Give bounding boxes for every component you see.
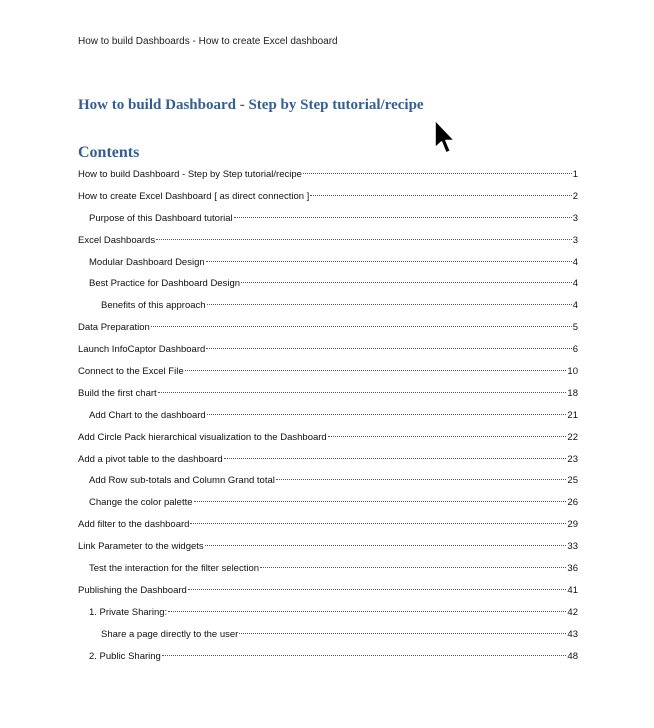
toc-dot-leader [156,239,572,240]
toc-entry[interactable] [78,363,578,385]
toc-entry-page-number: 41 [567,584,578,596]
toc-dot-leader [234,217,572,218]
toc-entry-title: Connect to the Excel File [78,366,184,378]
toc-entry-title: Change the color palette [89,497,193,509]
toc-entry[interactable] [78,297,578,319]
toc-dot-leader [151,326,572,327]
toc-entry[interactable] [78,582,578,604]
toc-entry-title: How to create Excel Dashboard [ as direct connection ] [78,190,310,202]
toc-entry[interactable] [78,210,578,232]
toc-entry-title: Add filter to the dashboard [78,519,190,531]
toc-dot-leader [206,261,572,262]
toc-entry-page-number: 4 [572,300,578,312]
toc-entry[interactable] [78,385,578,407]
toc-entry[interactable] [78,319,578,341]
document-title: How to build Dashboard - Step by Step tutorial/recipe [78,97,424,113]
toc-entry-title: Best Practice for Dashboard Design [89,278,241,290]
toc-entry-page-number: 3 [572,234,578,246]
toc-entry-page-number: 43 [567,628,578,640]
toc-entry-page-number: 29 [567,519,578,531]
toc-entry-page-number: 48 [567,650,578,662]
toc-entry[interactable] [78,166,578,188]
toc-dot-leader [205,545,567,546]
toc-dot-leader [162,655,567,656]
toc-entry[interactable] [78,626,578,648]
toc-entry-page-number: 42 [567,606,578,618]
toc-entry[interactable] [78,604,578,626]
toc-dot-leader [206,348,571,349]
toc-entry[interactable] [78,560,578,582]
toc-entry-title: Add Chart to the dashboard [89,409,206,421]
toc-entry-page-number: 22 [567,431,578,443]
toc-entry-title: Launch InfoCaptor Dashboard [78,344,206,356]
toc-entry[interactable] [78,188,578,210]
toc-dot-leader [260,567,566,568]
toc-entry-title: 1. Private Sharing: [89,606,168,618]
toc-dot-leader [328,436,567,437]
toc-entry-title: Publishing the Dashboard [78,584,187,596]
toc-dot-leader [207,304,572,305]
toc-dot-leader [303,173,572,174]
toc-dot-leader [241,282,572,283]
toc-entry[interactable] [78,407,578,429]
toc-entry-title: Add Circle Pack hierarchical visualization to the Dashboard [78,431,327,443]
toc-entry[interactable] [78,254,578,276]
toc-entry-title: Benefits of this approach [101,300,206,312]
toc-entry[interactable] [78,429,578,451]
toc-entry-title: Purpose of this Dashboard tutorial [89,212,233,224]
toc-entry[interactable] [78,538,578,560]
toc-entry-page-number: 25 [567,475,578,487]
toc-entry[interactable] [78,341,578,363]
toc-entry-page-number: 33 [567,541,578,553]
toc-entry-title: Add Row sub-totals and Column Grand total [89,475,275,487]
toc-entry[interactable] [78,451,578,473]
toc-dot-leader [190,523,566,524]
toc-dot-leader [310,195,571,196]
toc-entry-title: Link Parameter to the widgets [78,541,204,553]
running-header: How to build Dashboards - How to create Excel dashboard [78,36,338,47]
toc-entry[interactable] [78,472,578,494]
toc-entry-title: Test the interaction for the filter selection [89,563,260,575]
toc-entry[interactable] [78,648,578,670]
toc-entry-page-number: 26 [567,497,578,509]
toc-entry-page-number: 6 [572,344,578,356]
toc-dot-leader [188,589,567,590]
toc-dot-leader [194,501,567,502]
toc-dot-leader [224,458,567,459]
toc-entry[interactable] [78,275,578,297]
table-of-contents [78,166,578,669]
toc-dot-leader [158,392,567,393]
toc-entry-page-number: 36 [567,563,578,575]
toc-entry-page-number: 4 [572,256,578,268]
toc-dot-leader [207,414,567,415]
toc-entry-title: Data Preparation [78,322,150,334]
toc-entry-title: Modular Dashboard Design [89,256,205,268]
toc-entry[interactable] [78,232,578,254]
toc-dot-leader [168,611,566,612]
toc-entry-title: 2. Public Sharing [89,650,161,662]
toc-entry-page-number: 5 [572,322,578,334]
toc-entry[interactable] [78,516,578,538]
toc-entry-title: Add a pivot table to the dashboard [78,453,223,465]
toc-entry-title: Share a page directly to the user [101,628,239,640]
toc-entry-page-number: 1 [572,169,578,180]
contents-heading: Contents [78,144,140,161]
toc-entry-title: How to build Dashboard - Step by Step tutorial/recipe [78,169,302,180]
toc-dot-leader [239,633,566,634]
toc-entry-page-number: 2 [572,190,578,202]
toc-entry-title: Build the first chart [78,387,157,399]
toc-dot-leader [276,479,567,480]
toc-entry-page-number: 3 [572,212,578,224]
toc-dot-leader [185,370,567,371]
toc-entry-title: Excel Dashboards [78,234,156,246]
toc-entry[interactable] [78,494,578,516]
arrow-pointer-icon [433,118,459,158]
toc-entry-page-number: 18 [567,387,578,399]
toc-entry-page-number: 21 [567,409,578,421]
toc-entry-page-number: 23 [567,453,578,465]
toc-entry-page-number: 10 [567,366,578,378]
toc-entry-page-number: 4 [572,278,578,290]
